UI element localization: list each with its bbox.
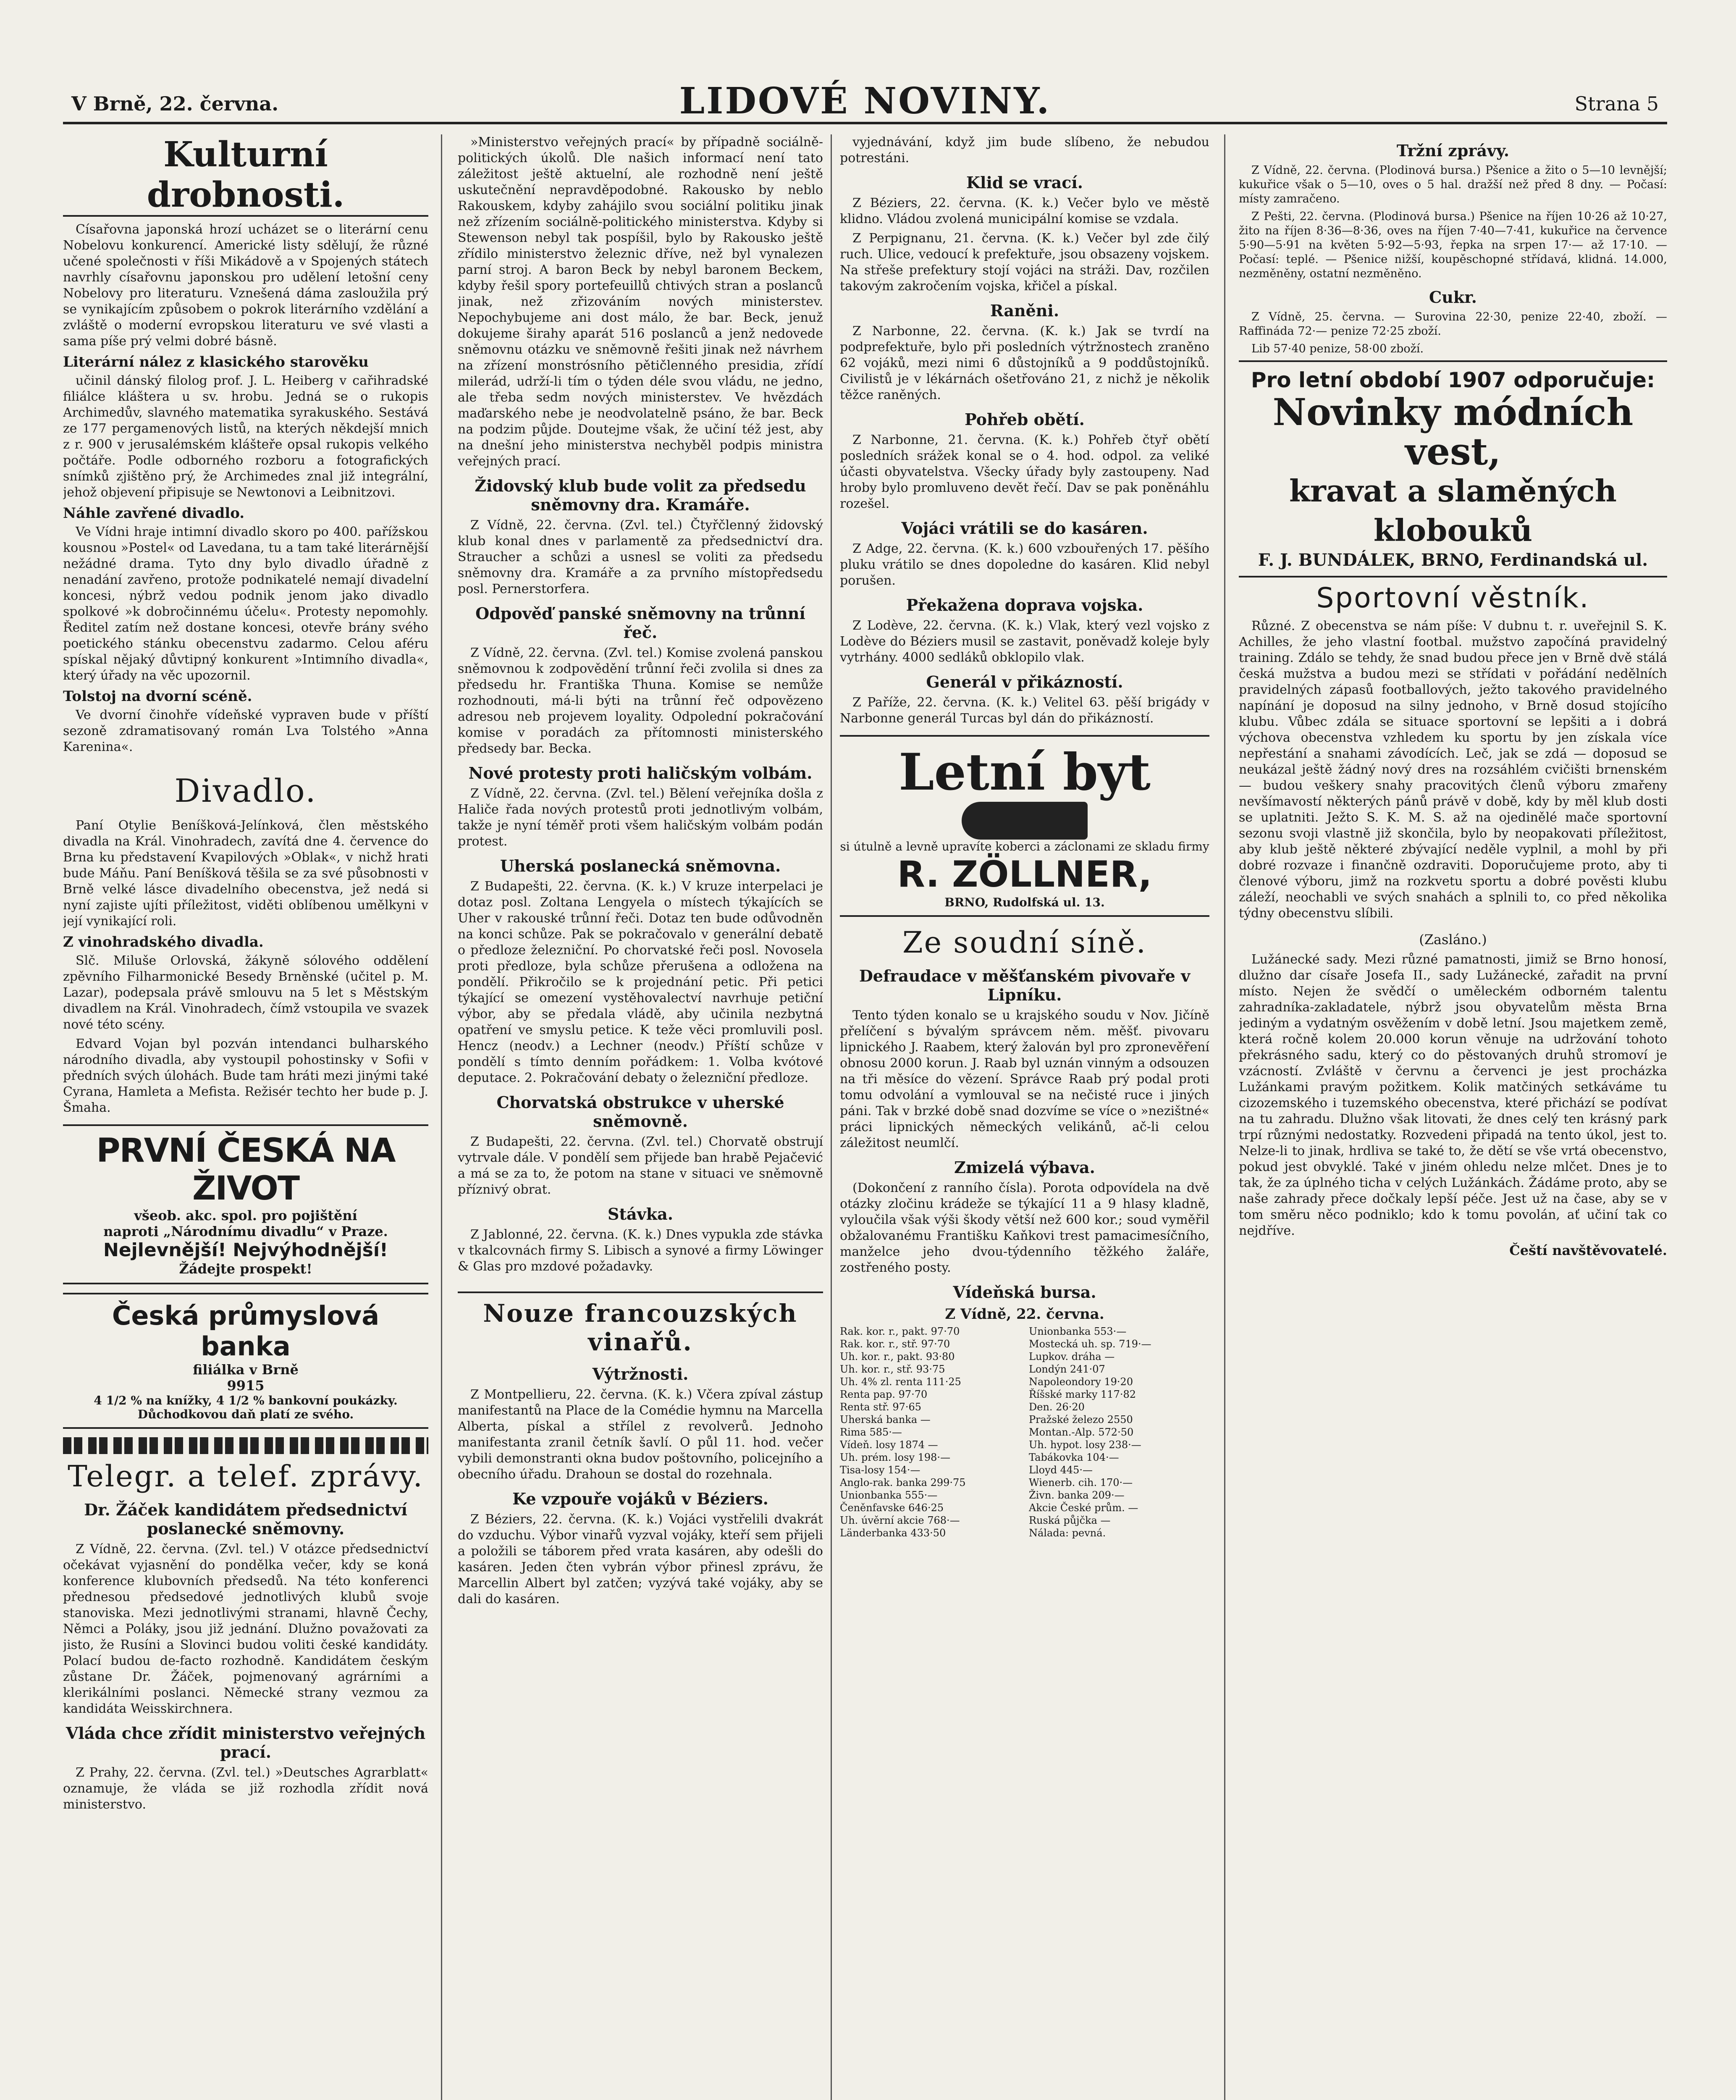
bourse-row: Renta stř. 97·65 — [840, 1401, 922, 1413]
article-paragraph: Tento týden konalo se u krajského soudu v Nov. Jičíně přelíčení s bývalým správcem něm. měšť. pivovaru lipnického J. Raabem, který žalován byl pro zpronevěření obnosu 2000 korun. J. Raab byl uznán vinným a odsouzen na tři měsíce do vězení. Správce Raab prý podal proti tomu odvolání a vymlouval se na nečisté ruce i jiných páni. Tak v brzké době snad dozvíme se více o »nezištné« práci lipnických německých velikánů, ač-li celou záležitost neumlčí. — [840, 1008, 1209, 1150]
article-heading: Zmizelá výbava. — [954, 1158, 1095, 1177]
page-number: Strana 5 — [1574, 92, 1659, 115]
article-paragraph: Z Budapešti, 22. června. (K. k.) V kruze interpelaci je dotaz posl. Zoltana Lengyela o místech týkajících se Uher v rakouské trůnní řeči. Dotaz ten bude odůvodněn na konci schůze. Pak se pokračovalo v generální debatě o předloze železniční. Po chorvatské řeči posl. Novosela proti předloze, byla schůze přerušena a odložena na pondělí. Přikročilo se k projednání petic. Při petici týkající se omezení vystěhovalectví navrhuje petiční výbor, aby se předala vládě, aby učinila nezbytná opatření ve smyslu petice. K teže věci promluvili posl. Hencz (neodv.) a Lechner (neodv.) Příští schůze v pondělí s tímto denním pořádkem: 1. Volba kvótové deputace. 2. Pokračování debaty o železniční předloze. — [458, 879, 823, 1085]
bourse-row: Napoleondory 19·20 — [1029, 1376, 1133, 1388]
article-paragraph: Z Vídně, 22. června. (Plodinová bursa.) Pšenice a žito o 5—10 levnější; kukuřice však o 5—10, oves o 5 hal. dražší než před 8 dny. — Počasí: místy zamračeno. — [1239, 164, 1667, 205]
article-heading: Překažena doprava vojska. — [906, 596, 1143, 614]
bourse-row: Länderbanka 433·50 — [840, 1527, 946, 1539]
article-paragraph: Z Béziers, 22. června. (K. k.) Večer bylo ve městě klidno. Vládou zvolená municipální komise se vzdala. — [840, 196, 1209, 226]
article-heading: Chorvatská obstrukce v uherské sněmovně. — [496, 1093, 784, 1131]
bourse-row: Renta pap. 97·70 — [840, 1389, 928, 1400]
bourse-row: Montan.-Alp. 572·50 — [1029, 1426, 1134, 1438]
issue-date: V Brně, 22. června. — [71, 92, 279, 115]
column-rule — [1224, 134, 1225, 2100]
article-heading: Ke vzpouře vojáků v Béziers. — [512, 1489, 768, 1508]
article-heading: Židovský klub bude volit za předsedu sněmovny dra. Kramáře. — [475, 476, 806, 514]
article-paragraph: Z Paříže, 22. června. (K. k.) Velitel 63. pěší brigády v Narbonne generál Turcas byl dán do přikázností. — [840, 695, 1209, 726]
article-paragraph: Z Lodève, 22. června. (K. k.) Vlak, který vezl vojsko z Lodève do Béziers musil se zastavit, poněvadž koleje byly vytrhány. 4000 sedláků obklopilo vlak. — [840, 618, 1209, 665]
bourse-row: Nálada: pevná. — [1029, 1527, 1106, 1539]
bourse-row: Uh. kor. r., stř. 93·75 — [840, 1363, 945, 1375]
bourse-row: Uherská banka — — [840, 1414, 931, 1425]
masthead — [63, 76, 1667, 124]
article-heading: Literární nález z klasického starověku — [63, 354, 369, 370]
ad-text: si útulně a levně upravíte koberci a záclonami ze skladu firmy — [840, 840, 1209, 853]
bourse-row: Rak. kor. r., stř. 97·70 — [840, 1338, 950, 1350]
article-paragraph: Edvard Vojan byl pozván intendanci bulharského národního divadla, aby vystoupil pohostinsky v Sofii v předních svých úlohách. Bude tam hráti mezi jinými také Cyrana, Hamleta a Mefista. Režisér techto her bude p. J. Šmaha. — [63, 1037, 428, 1115]
article-heading: Tržní zprávy. — [1396, 141, 1510, 160]
bourse-date: Z Vídně, 22. června. — [945, 1306, 1104, 1323]
ad-headline: PRVNÍ ČESKÁ NA ŽIVOT — [96, 1132, 395, 1208]
bank-branch: filiálka v Brně — [193, 1362, 299, 1378]
ad-note: Žádejte prospekt! — [179, 1261, 312, 1277]
article-paragraph: Slč. Miluše Orlovská, žákyně sólového oddělení zpěvního Filharmonické Besedy Brněnské (učitel p. M. Lazar), podepsala právě smlouvu na 5 let s Městským divadlem na Král. Vinohradech, čímž vstoupila ve svazek nové této scény. — [63, 953, 428, 1032]
bourse-row: Uh. kor. r., pakt. 93·80 — [840, 1351, 955, 1362]
article-heading: Z vinohradského divadla. — [63, 934, 264, 950]
article-paragraph: Lužánecké sady. Mezi různé pamatnosti, jimiž se Brno honosí, dlužno dar císaře Josefa II., sady Lužánecké, zařadit na první místo. Nejen že svědčí o uměleckém odborném talentu zahradníka-zakladatele, nýbrž jsou obyvatelům města Brna jediným a vydatným osvěžením v době letní. Jsou majetkem země, která ročně kolem 20.000 korun věnuje na udržování tohoto překrásného sadu, který co do pěstovaných druhů stromoví je vzácností. Zvláště v červnu a červenci je jest procházka Lužánkami pravým požitkem. Kolik matčiných setkáváme tu cizozemského i tuzemského obecenstva, které přichází se podívat na tu zahradu. Dlužno však litovati, že dnes celý ten krásný park trpí různými nedostatky. Rozvedeni připadá na tento úkol, jest to. Nelze-li to jinak, hrdliva se také to, že dětí se vše vrtá obecenstvo, pokud jest obvyklé. Také v jiném ohledu nelze mlčet. Dnes je to tak, že za úplného ticha v celých Lužánkách. Žádáme proto, aby se naše zahrady přece dočkaly lepší péče. Jest už na čase, aby se v tom směru něco podniklo; kdo k tomu povolán, ať učiní tak co nejdříve. — [1239, 952, 1667, 1238]
bourse-row: Lupkov. dráha — — [1029, 1351, 1115, 1362]
article-heading: Stávka. — [608, 1205, 673, 1223]
section-title-telegrafy: Telegr. a telef. zprávy. — [68, 1459, 424, 1494]
bourse-row: Vídeň. losy 1874 — — [840, 1439, 938, 1451]
bourse-row: Wienerb. cih. 170·— — [1029, 1477, 1133, 1488]
article-heading: Klid se vrací. — [966, 173, 1083, 192]
article-paragraph: Z Montpellieru, 22. června. (K. k.) Včera zpíval zástup manifestantů na Place de la Comédie hymnu na Marcella Alberta, pískal a střílel z revolverů. Jednoho manifestanta zranil četník šavlí. O půl 11. hod. večer vybili demonstranti okna budov poštovního, policejního a obecního úřadu. Drahoun se dostal do rozehnala. — [458, 1387, 823, 1482]
ad-prvni-ceska — [63, 1124, 428, 1284]
article-paragraph: Ve Vídni hraje intimní divadlo skoro po 400. pařížskou kousnou »Postel« od Lavedana, tu a tam také literárnější nežádné drama. Tyto dny bylo divadlo úřadně z nenadání zavřeno, protože podnikatelé nemají divadelní koncesi, nýbrž vedou podnik jenom jako divadlo spolkové »k dobročinnému účelu«. Protesty nepomohly. Ředitel zatím než dostane koncesi, otevře brány svého poetického stánku obecenstvu zadarmo. Celou aféru spískal nějaký důvtipný konkurent »Intimního divadla«, který úřady na věc upozornil. — [63, 525, 428, 683]
article-paragraph: Císařovna japonská hrozí ucházet se o literární cenu Nobelovu konkurencí. Americké listy sdělují, že různé učené společnosti v říši Mikádově a v Spojených státech navrhly císařovnu japonskou pro udělení letošní ceny Nobelovy pro literaturu. Vznešená dáma zasloužila prý se vynikajícím způsobem o pokrok literárního vzdělání a zvláště o moderní evropskou literaturu ve své vlasti a sama píše prý velmi dobré básně. — [63, 222, 428, 349]
section-title-vinari: Nouze francouzských vinařů. — [458, 1292, 823, 1356]
column-rule — [831, 134, 832, 2100]
ad-subline: všeob. akc. spol. pro pojištění — [134, 1208, 357, 1223]
ad-headline: Letní byt — [899, 743, 1151, 802]
article-paragraph: (Dokončení z ranního čísla). Porota odpovídela na dvě otázky zločinu krádeže se týkající 11 a 9 hlasy kladně, vyloučila však výši škody větší než 600 kor.; soud vyměřil obžalovanému Františku Kaňkovi trest pamacimesíčního, manželce jeho dvou-týdenního těžkého žaláře, zostřeného posty. — [840, 1181, 1209, 1275]
bourse-row: Uh. 4% zl. renta 111·25 — [840, 1376, 961, 1388]
bourse-row: Tabákovka 104·— — [1029, 1452, 1119, 1463]
article-heading: Defraudace v měšťanském pivovaře v Lipníku. — [859, 966, 1191, 1004]
bourse-row: Uh. úvěrní akcie 768·— — [840, 1515, 960, 1526]
bourse-row: Uh. prém. losy 198·— — [840, 1452, 951, 1463]
article-heading: Výtržnosti. — [592, 1365, 689, 1383]
zaslano-label: (Zasláno.) — [1419, 932, 1487, 948]
article-paragraph: Z Perpignanu, 21. června. (K. k.) Večer byl zde čilý ruch. Ulice, vedoucí k prefektuře, jsou obsazeny vojskem. Na střeše prefektury stojí vojáci na stráži. Dav, rozčilen takovým zakročením vojska, křičel a pískal. — [840, 231, 1209, 294]
bank-title: Česká průmyslová banka — [112, 1300, 380, 1362]
article-heading: Nové protesty proti haličským volbám. — [468, 764, 813, 782]
article-heading: Odpověď panské sněmovny na trůnní řeč. — [475, 604, 805, 642]
ad-letni-byt — [840, 735, 1209, 917]
article-paragraph: vyjednávání, když jim bude slíbeno, že nebudou potrestáni. — [840, 135, 1209, 165]
article-paragraph: Z Jablonné, 22. června. (K. k.) Dnes vypukla zde stávka v tkalcovnách firmy S. Libisch a synové a firmy Löwinger & Glas pro mzdové požadavky. — [458, 1227, 823, 1274]
ad-slogan: Nejlevnější! Nejvýhodnější! — [103, 1239, 388, 1261]
article-paragraph: Z Béziers, 22. června. (K. k.) Vojáci vystřelili dvakrát do vzduchu. Výbor vinařů vyzval vojáky, kteří sem přijeli a položili se táborem před vrata kasáren, aby odešli do kasáren. Jeden čten vybrán výbor přinesl zprávu, že Marcellin Albert byl zatčen; vyzývá také vojáky, aby se dali do kasáren. — [458, 1512, 823, 1606]
article-heading: Náhle zavřené divadlo. — [63, 505, 245, 522]
bourse-row: Unionbanka 555·— — [840, 1489, 938, 1501]
article-paragraph: Různé. Z obecenstva se nám píše: V dubnu t. r. uveřejnil S. K. Achilles, že jeho vlastní footbal. mužstvo započíná pravidelný training. Zdálo se tehdy, že snad budou přece jen v Brně dvě stálá česká mužstva a budou mezi se střídati v pořádání nedělních pravidelných zápasů footballových, ježto takového pravidelného napínání je doposud na silny jednoho, v Brně dosud stojícího klubu. Vůbec zdála se situace sportovní se lepšiti a i dobrá výchova obecenstva vzhledem ku sportu by jen získala více nepřestání a snahami závodících. Leč, jak se zdá — doposud se neukázal ještě žádný nový dres na rozsáhlém cvičišti brnenském — budou veškery snahy pracovitých členů výboru zmařeny nevšímavostí některých pánů právě v době, kdy by měl klub dosti se uplatniti. Ježto S. K. M. S. až na ojedinělé mače sportovní sezonu svoji vlastně již skončila, bylo by neopakovati příležitost, aby klub ještě některé zbývající neděle vyplnil, a mohl by při dobré rozvaze i finančně ozdraviti. Doporučujeme proto, aby ti členové výboru, jimž na rozkvetu sportu a dobré pověsti klubu záleží, neochabli ve svých snahách a splnili to, co před několika týdny obecenstvu slíbili. — [1239, 619, 1667, 921]
ad-firm: F. J. BUNDÁLEK, BRNO, Ferdinandská ul. — [1258, 550, 1648, 570]
column-2 — [458, 134, 823, 2100]
column-4 — [1239, 134, 1667, 2100]
bourse-row: Unionbanka 553·— — [1029, 1326, 1127, 1337]
bourse-row: Rak. kor. r., pakt. 97·70 — [840, 1326, 960, 1337]
article-paragraph: Z Prahy, 22. června. (Zvl. tel.) »Deutsches Agrarblatt« oznamuje, že vláda se již rozhodla zřídit nová ministerstvo. — [63, 1765, 428, 1812]
bourse-row: Čeněnfavske 646·25 — [840, 1502, 944, 1514]
bourse-row: Anglo-rak. banka 299·75 — [840, 1477, 966, 1488]
article-paragraph: Lib 57·40 penize, 58·00 zboží. — [1251, 342, 1424, 355]
article-heading: Raněni. — [990, 301, 1059, 320]
article-heading: Cukr. — [1429, 288, 1477, 307]
ad-lead: Pro letní období 1907 odporučuje: — [1251, 368, 1655, 392]
article-heading: Tolstoj na dvorní scéně. — [63, 688, 252, 705]
bourse-row: Říšské marky 117·82 — [1029, 1389, 1136, 1400]
article-paragraph: učinil dánský filolog prof. J. L. Heiberg v cařihradské filiálce kláštera u sv. hrobu. Jedná se o rukopis Archimedův, slavného matematika syrakuského. Sestává ze 177 pergamenových listů, na kterých někdejší mnich z r. 900 v jerusalémském klášteře opsal rukopis velkého počtáře. Podle odborného rozboru a fotografických snímků zjištěno prý, že Archimedes znal již integrální, jehož objevení připisuje se Newtonovi a Leibnitzovi. — [63, 373, 428, 500]
article-paragraph: Z Narbonne, 22. června. (K. k.) Jak se tvrdí na podprefektuře, bylo při posledních výtržnostech zraněno 62 vojáků, mezi nimi 6 důstojníků a 9 poddůstojníků. Civilistů je v lékárnách ošetřováno 21, z nichž je několik těžce raněných. — [840, 324, 1209, 402]
bourse-row: Ruská půjčka — — [1029, 1515, 1111, 1526]
article-paragraph: Z Pešti, 22. června. (Plodinová bursa.) Pšenice na říjen 10·26 až 10·27, žito na říjen 8·36—8·36, oves na říjen 7·40—7·41, kukuřice na července 5·90—5·91 na květen 5·92—5·93, řepka na srpen 17·— až 17·10. — Počasí: teplé. — Pšenice nižší, koupěschopné střídavá, klidná. 14.000, nezměněny, ostatní nezměněno. — [1239, 210, 1667, 280]
newspaper-title: LIDOVÉ NOVINY. — [679, 80, 1051, 122]
column-rule — [441, 134, 442, 2100]
article-paragraph: Z Vídně, 22. června. (Zvl. tel.) Čtyřčlenný židovský klub konal dnes v parlamentě za předsednictví dra. Straucher a schůzi a usnesl se voliti za předsedu sněmovny dra. Kramáře a za prvního místopředsedu posl. Pernerstorfera. — [458, 518, 823, 596]
decorative-border — [63, 1437, 428, 1454]
article-heading: Pohřeb obětí. — [965, 410, 1085, 429]
article-heading: Vláda chce zřídit ministerstvo veřejných prací. — [66, 1724, 426, 1761]
bourse-table — [840, 1325, 1209, 1539]
column-3 — [840, 134, 1209, 2100]
section-title-soud: Ze soudní síně. — [902, 925, 1147, 960]
article-paragraph: Z Vídně, 22. června. (Zvl. tel.) V otázce předsednictví očekávat vyjasnění do pondělka večer, kdy se koná konference klubovních předsedů. Na této konferenci přednesou předsedové jednotlivých klubů svoje stanoviska. Mezi jednotlivými stranami, hlavně Čechy, Němci a Poláky, jsou již jednání. Dlužno považovati za jisto, že Rusíni a Slovinci budou voliti české kandidáty. Polací budou de-facto rozhodně. Kandidátem českým zůstane Dr. Žáček, pojmenovaný agrárními a klerikálními poslanci. Německé strany vezmou za kandidáta Weisskirchnera. — [63, 1542, 428, 1716]
ad-line: naproti „Národnímu divadlu“ v Praze. — [103, 1223, 388, 1239]
section-title-sport: Sportovní věstník. — [1316, 582, 1590, 614]
article-paragraph: »Ministerstvo veřejných prací« by případně sociálně-politických úkolů. Dle našich informací není tato záležitost ještě aktuelní, ale rozhodně není ještě uskutečnění nepravděpodobné. Rakousko by neblo Rakouskem, kdyby zahájilo svou sociální politiku jinak než zřízením sociálně-politického ministerstva. Kdyby si Stewenson nebyl tak pospíšil, bylo by Rakousko ještě zřídilo ministerstvo železnic dříve, než byl vynalezen parní stroj. A baron Beck by nebyl baronem Beckem, kdyby řešil spory portefeuillů chtivých stran a poslanců jinak, než zřizováním nových ministerstev. Nepochybujeme ani dost málo, že bar. Beck, jenuž dokujeme širahy aparát 516 poslanců a jenž nedovede sněmovnu otázku ve sněmovně řešiti jinak než návrhem na zřízení monstrósního pětičlenného presidia, zřídí milerád, udrží-li tím o týden déle svou vládu, ne jedno, ale třeba sedm nových ministerstev. Ve hvězdách maďarského nebe je neodvolatelně psáno, že bar. Beck na podzim půjde. Doutejme však, že učiní též jest, aby na dnešní jeho ministerstva nechyběl podpis ministra veřejných prací. — [458, 135, 823, 469]
bourse-row: Živn. banka 209·— — [1029, 1489, 1125, 1501]
section-title-divadlo: Divadlo. — [174, 772, 317, 809]
ad-bank — [63, 1293, 428, 1429]
article-paragraph: Paní Otylie Beníšková-Jelínková, člen městského divadla na Král. Vinohradech, zavítá dne 4. července do Brna ku představení Kvapilových »Oblak«, v nichž hrati bude Máňu. Paní Beníšková těšila se za své působnosti v Brně velké lásce divadelního obecenstva, jež nedá si nyní zajiste ujíti příležitost, viděti oblíbenou umělkyni v její vynikající roli. — [63, 818, 428, 929]
bourse-row: Londýn 241·07 — [1029, 1363, 1105, 1375]
bourse-row: Tisa-losy 154·— — [840, 1464, 920, 1476]
bourse-row: Den. 26·20 — [1029, 1401, 1085, 1413]
ad-address: BRNO, Rudolfská ul. 13. — [944, 895, 1105, 909]
section-title-kulturni: Kulturní drobnosti. — [63, 134, 428, 217]
article-paragraph: Z Adge, 22. června. (K. k.) 600 vzbouřených 17. pěšího pluku vrátilo se dnes dopoledne do kasáren. Klid nebyl porušen. — [840, 541, 1209, 588]
ad-firm: R. ZÖLLNER, — [897, 853, 1152, 895]
bank-phone: 9915 — [227, 1378, 265, 1394]
column-1 — [63, 134, 428, 2100]
bourse-row: Lloyd 445·— — [1029, 1464, 1093, 1476]
article-paragraph: Z Narbonne, 21. června. (K. k.) Pohřeb čtyř obětí posledních srážek konal se o 4. hod. odpol. za veliké účasti obyvatelstva. Všecky úřady byly zastoupeny. Nad hroby bylo promluveno devět řečí. Dav se pak poněnáhlu rozešel. — [840, 433, 1209, 511]
bank-rates: 4 1/2 % na knížky, 4 1/2 % bankovní poukázky. Důchodkovou daň platí ze svého. — [94, 1394, 398, 1421]
article-paragraph: Z Vídně, 22. června. (Zvl. tel.) Bělení veřejníka došla z Haliče řada nových protestů proti jednotlivým volbám, takže je nyní téměř proti všem haličským volbám podán protest. — [458, 786, 823, 849]
article-heading: Dr. Žáček kandidátem předsednictví poslanecké sněmovny. — [84, 1500, 407, 1538]
bourse-row: Akcie České prům. — — [1029, 1502, 1138, 1514]
bourse-row: Pražské železo 2550 — [1029, 1414, 1133, 1425]
signature: Čeští navštěvovatelé. — [1509, 1242, 1667, 1258]
article-heading: Generál v přikázností. — [926, 672, 1123, 691]
article-heading: Uherská poslanecká sněmovna. — [500, 856, 781, 875]
article-paragraph: Z Vídně, 25. června. — Surovina 22·30, penize 22·40, zboží. — Raffináda 72·— penize 72·25 zboží. — [1239, 310, 1667, 338]
article-paragraph: Z Budapešti, 22. června. (Zvl. tel.) Chorvatě obstrují vytrvale dále. V pondělí sem přijede ban hrabě Pejačević a má se za to, že potom na stane v situaci ve sněmovně příznivý obrat. — [458, 1134, 823, 1197]
bourse-row: Rima 585·— — [840, 1426, 902, 1438]
article-heading: Vojáci vrátili se do kasáren. — [901, 519, 1148, 538]
article-paragraph: Ve dvorní činohře vídeňské vypraven bude v příští sezoně zdramatisovaný román Lva Tolstého »Anna Karenina«. — [63, 708, 428, 754]
bourse-row: Mostecká uh. sp. 719·— — [1029, 1338, 1151, 1350]
ad-bundalek — [1239, 360, 1667, 578]
article-heading: Vídeňská bursa. — [953, 1283, 1096, 1302]
pointing-hand-icon — [962, 802, 1088, 840]
bourse-row: Uh. hypot. losy 238·— — [1029, 1439, 1141, 1451]
ad-headline: Novinky módních vest, — [1272, 390, 1634, 473]
ad-headline-2: kravat a slaměných klobouků — [1289, 473, 1617, 548]
article-paragraph: Z Vídně, 22. června. (Zvl. tel.) Komise zvolená panskou sněmovnou k zodpovědění trůnní řeči zvolila si dnes za předsedu hr. Františka Thuna. Komise se nemůže rozhodnouti, má-li býti na trůnní řeč odpovězeno adresou neb projevem loyality. Odpolední pokračování komise v poradách za přítomnosti ministerského předsedy bar. Becka. — [458, 646, 823, 756]
